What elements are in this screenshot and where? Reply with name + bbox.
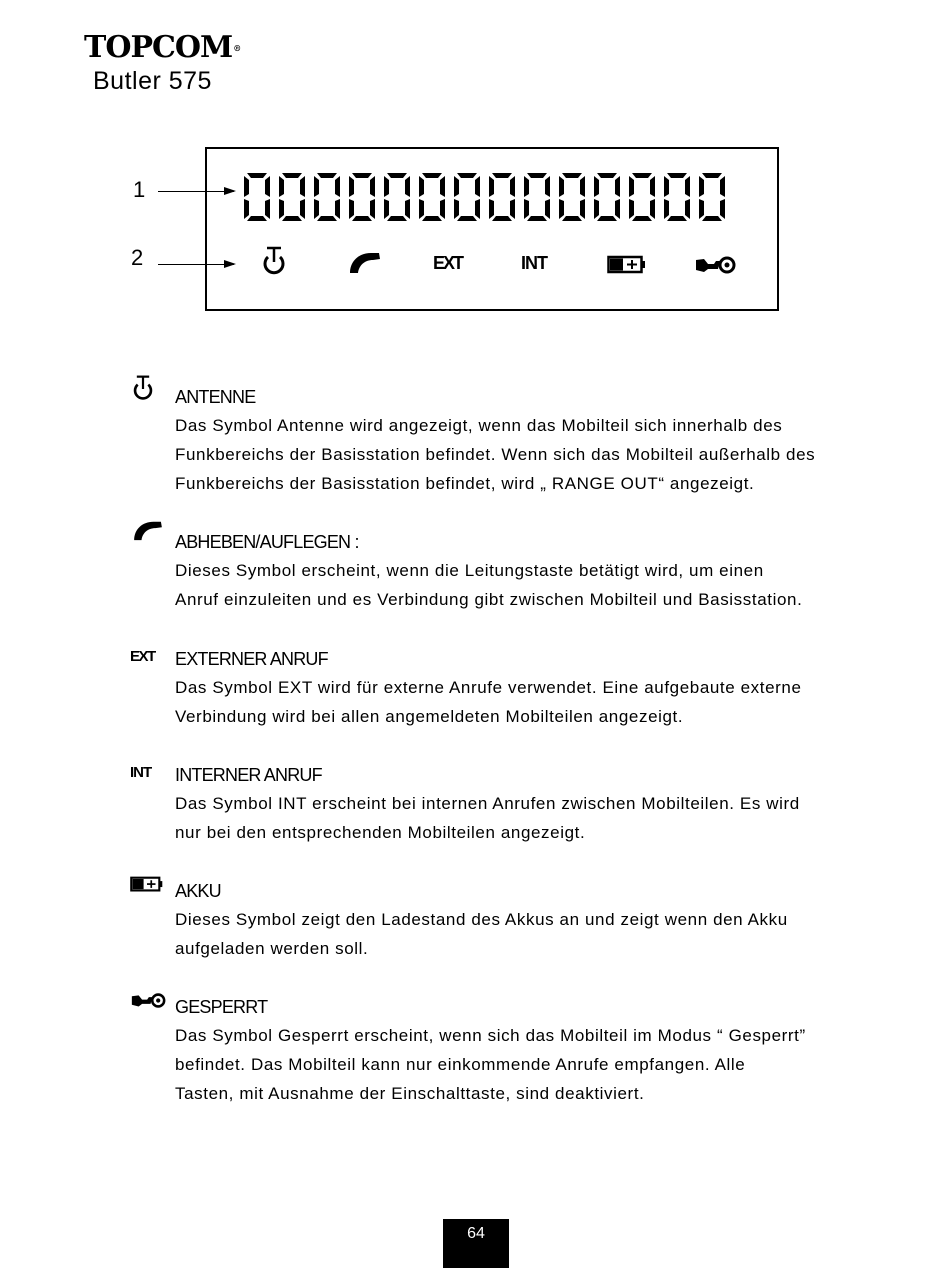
section-title: ANTENNE	[175, 387, 256, 407]
digit-segment	[247, 216, 267, 221]
digit-segment	[510, 199, 515, 219]
handset-icon	[347, 249, 383, 275]
digit-segment	[457, 173, 477, 178]
callout-1: 1	[133, 177, 146, 202]
body-line: Tasten, mit Ausnahme der Einschalttaste, sind deaktiviert.	[175, 1084, 645, 1103]
body-line: Dieses Symbol erscheint, wenn die Leitungstaste betätigt wird, um einen	[175, 561, 764, 580]
lcd-digit	[346, 171, 378, 223]
lcd-digit	[661, 171, 693, 223]
digit-segment	[650, 199, 655, 219]
section-gesperrt	[130, 996, 870, 1108]
digit-segment	[317, 216, 337, 221]
body-line: nur bei den entsprechenden Mobilteilen angezeigt.	[175, 823, 586, 842]
digit-segment	[422, 216, 442, 221]
digit-segment	[475, 176, 480, 197]
digit-segment	[594, 176, 599, 197]
battery-icon	[607, 255, 647, 275]
body-line: Das Symbol EXT wird für externe Anrufe verwendet. Eine aufgebaute externe	[175, 678, 802, 697]
lcd-digit	[696, 171, 728, 223]
body-line: befindet. Das Mobilteil kann nur einkommende Anrufe empfangen. Alle	[175, 1055, 746, 1074]
digit-segment	[352, 173, 372, 178]
digit-segment	[545, 176, 550, 197]
lcd-digit	[311, 171, 343, 223]
antenna-icon	[261, 245, 287, 279]
digit-segment	[370, 199, 375, 219]
digit-segment	[370, 176, 375, 197]
section-body	[175, 556, 870, 614]
digit-segment	[699, 199, 704, 219]
digit-segment	[629, 176, 634, 197]
digit-segment	[489, 176, 494, 197]
callout-2: 2	[131, 245, 144, 270]
section-title: AKKU	[175, 881, 221, 901]
lcd-digit	[381, 171, 413, 223]
lcd-digit	[591, 171, 623, 223]
section-antenne	[130, 376, 870, 498]
digit-segment	[457, 216, 477, 221]
digit-segment	[720, 176, 725, 197]
section-title: INTERNER ANRUF	[175, 765, 322, 785]
brand-logo	[84, 30, 240, 66]
digit-segment	[282, 173, 302, 178]
digit-segment	[492, 216, 512, 221]
digit-segment	[352, 216, 372, 221]
body-line: Funkbereichs der Basisstation befindet. Wenn sich das Mobilteil außerhalb des	[175, 445, 816, 464]
digit-segment	[559, 176, 564, 197]
section-body	[175, 1021, 870, 1108]
battery-icon	[130, 876, 164, 893]
lock-icon	[694, 255, 736, 275]
int-icon: INT	[130, 764, 152, 781]
ext-icon: EXT	[433, 253, 463, 273]
body-line: aufgeladen werden soll.	[175, 939, 369, 958]
body-line: Das Symbol Antenne wird angezeigt, wenn das Mobilteil sich innerhalb des	[175, 416, 783, 435]
lcd-display	[205, 147, 779, 311]
page-number: 64	[443, 1219, 509, 1268]
digit-segment	[335, 176, 340, 197]
digit-segment	[562, 173, 582, 178]
body-line: Funkbereichs der Basisstation befindet, wird „ RANGE OUT“ angezeigt.	[175, 474, 755, 493]
digit-segment	[580, 199, 585, 219]
section-body	[175, 905, 870, 963]
digit-segment	[384, 176, 389, 197]
body-line: Das Symbol Gesperrt erscheint, wenn sich das Mobilteil im Modus “ Gesperrt”	[175, 1026, 806, 1045]
section-interner-anruf	[130, 764, 870, 847]
ext-icon: EXT	[130, 648, 155, 665]
section-externer-anruf	[130, 648, 870, 731]
digit-segment	[314, 176, 319, 197]
digit-segment	[699, 176, 704, 197]
digit-segment	[300, 176, 305, 197]
digit-segment	[314, 199, 319, 219]
digit-segment	[279, 199, 284, 219]
digit-segment	[279, 176, 284, 197]
lcd-digit	[241, 171, 273, 223]
digit-segment	[387, 216, 407, 221]
lcd-digit	[626, 171, 658, 223]
lcd-digit	[416, 171, 448, 223]
digit-segment	[597, 173, 617, 178]
digit-segment	[489, 199, 494, 219]
digit-segment	[615, 176, 620, 197]
digit-segment	[632, 173, 652, 178]
section-body	[175, 411, 870, 498]
digit-segment	[597, 216, 617, 221]
digit-segment	[580, 176, 585, 197]
section-title: ABHEBEN/AUFLEGEN :	[175, 532, 359, 552]
digit-segment	[629, 199, 634, 219]
digit-segment	[349, 199, 354, 219]
digit-segment	[545, 199, 550, 219]
body-line: Das Symbol INT erscheint bei internen Anrufen zwischen Mobilteilen. Es wird	[175, 794, 800, 813]
lcd-icon-row	[257, 245, 737, 285]
digit-segment	[419, 176, 424, 197]
lcd-digit	[276, 171, 308, 223]
section-abheben	[130, 518, 870, 614]
digit-segment	[702, 173, 722, 178]
digit-segment	[685, 176, 690, 197]
section-body	[175, 789, 870, 847]
digit-segment	[244, 199, 249, 219]
digit-segment	[300, 199, 305, 219]
digit-segment	[615, 199, 620, 219]
digit-segment	[524, 176, 529, 197]
int-icon: INT	[521, 253, 547, 273]
digit-segment	[282, 216, 302, 221]
digit-segment	[405, 199, 410, 219]
digit-segment	[419, 199, 424, 219]
digit-segment	[562, 216, 582, 221]
digit-segment	[387, 173, 407, 178]
brand-name: TOPCOM	[84, 30, 233, 65]
digit-segment	[265, 199, 270, 219]
registered-mark: ®	[233, 43, 241, 53]
digit-segment	[685, 199, 690, 219]
body-line: Dieses Symbol zeigt den Ladestand des Akkus an und zeigt wenn den Akku	[175, 910, 788, 929]
digit-segment	[524, 199, 529, 219]
body-line: Verbindung wird bei allen angemeldeten Mobilteilen angezeigt.	[175, 707, 684, 726]
digit-segment	[720, 199, 725, 219]
digit-segment	[454, 199, 459, 219]
digit-segment	[405, 176, 410, 197]
digit-segment	[559, 199, 564, 219]
digit-segment	[492, 173, 512, 178]
digit-segment	[510, 176, 515, 197]
digit-segment	[247, 173, 267, 178]
lcd-digit	[556, 171, 588, 223]
digit-segment	[667, 216, 687, 221]
digit-segment	[384, 199, 389, 219]
digit-segment	[454, 176, 459, 197]
lock-icon	[130, 992, 166, 1009]
digit-segment	[527, 216, 547, 221]
digit-segment	[632, 216, 652, 221]
digit-segment	[527, 173, 547, 178]
digit-segment	[664, 176, 669, 197]
digit-segment	[594, 199, 599, 219]
section-akku	[130, 880, 870, 963]
digit-segment	[335, 199, 340, 219]
lcd-digits	[241, 171, 728, 223]
digit-segment	[650, 176, 655, 197]
digit-segment	[440, 199, 445, 219]
digit-segment	[422, 173, 442, 178]
digit-segment	[244, 176, 249, 197]
digit-segment	[702, 216, 722, 221]
model-name: Butler 575	[93, 67, 212, 95]
digit-segment	[317, 173, 337, 178]
digit-segment	[664, 199, 669, 219]
digit-segment	[265, 176, 270, 197]
digit-segment	[667, 173, 687, 178]
section-title: EXTERNER ANRUF	[175, 649, 328, 669]
handset-icon	[130, 518, 166, 542]
lcd-digit	[486, 171, 518, 223]
section-title: GESPERRT	[175, 997, 268, 1017]
lcd-digit	[521, 171, 553, 223]
body-line: Anruf einzuleiten und es Verbindung gibt zwischen Mobilteil und Basisstation.	[175, 590, 803, 609]
digit-segment	[440, 176, 445, 197]
antenna-icon	[130, 374, 156, 404]
lcd-digit	[451, 171, 483, 223]
section-body	[175, 673, 870, 731]
digit-segment	[349, 176, 354, 197]
digit-segment	[475, 199, 480, 219]
